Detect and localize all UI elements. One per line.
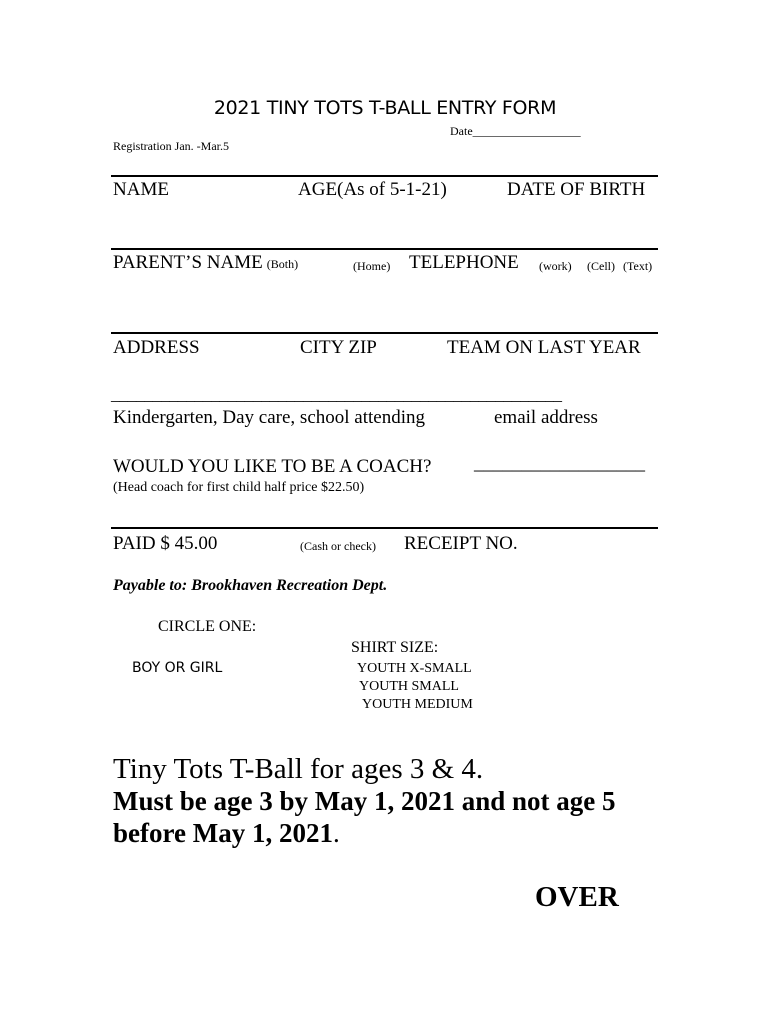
parent-row bbox=[113, 252, 298, 274]
circle-one-label: CIRCLE ONE: bbox=[158, 618, 257, 635]
coach-note: (Head coach for first child half price $22.50) bbox=[113, 480, 365, 495]
email-label: email address bbox=[494, 407, 598, 428]
payable-to: Payable to: Brookhaven Recreation Dept. bbox=[113, 577, 388, 594]
name-label: NAME bbox=[113, 179, 169, 200]
team-label: TEAM ON LAST YEAR bbox=[447, 337, 641, 358]
over-label: OVER bbox=[535, 881, 619, 913]
date-field[interactable]: Date__________________ bbox=[450, 124, 581, 138]
school-label: Kindergarten, Day care, school attending bbox=[113, 407, 425, 428]
age-info-line1: Tiny Tots T-Ball for ages 3 & 4. bbox=[113, 753, 484, 785]
age-info-line3-period: . bbox=[332, 818, 340, 848]
shirt-size-option[interactable]: YOUTH SMALL bbox=[359, 679, 459, 694]
divider-row3 bbox=[111, 332, 658, 334]
home-note: (Home) bbox=[353, 259, 391, 273]
registration-period: Registration Jan. -Mar.5 bbox=[113, 139, 229, 153]
age-info-line3-bold: before May 1, 2021 bbox=[113, 818, 333, 848]
dob-label: DATE OF BIRTH bbox=[507, 179, 646, 200]
both-note: (Both) bbox=[266, 257, 299, 271]
work-note: (work) bbox=[539, 259, 572, 273]
shirt-size-option[interactable]: YOUTH X-SMALL bbox=[357, 661, 472, 676]
school-underline[interactable]: ______________________________________________________ bbox=[111, 385, 562, 404]
parent-name-label: PARENT’S NAME bbox=[113, 252, 263, 273]
receipt-label: RECEIPT NO. bbox=[404, 533, 518, 554]
divider-row1 bbox=[111, 175, 658, 177]
age-info-line3 bbox=[113, 818, 340, 849]
gender-options[interactable]: BOY OR GIRL bbox=[132, 660, 223, 676]
age-info-line2: Must be age 3 by May 1, 2021 and not age 5 bbox=[113, 786, 616, 816]
coach-answer-blank[interactable]: __________________ bbox=[474, 453, 645, 474]
age-label: AGE(As of 5-1-21) bbox=[298, 179, 447, 200]
address-label: ADDRESS bbox=[113, 337, 200, 358]
telephone-label: TELEPHONE bbox=[409, 252, 519, 273]
text-note: (Text) bbox=[623, 259, 653, 273]
city-zip-label: CITY ZIP bbox=[300, 337, 377, 358]
shirt-size-option[interactable]: YOUTH MEDIUM bbox=[362, 697, 473, 712]
divider-row2 bbox=[111, 248, 658, 250]
shirt-size-label: SHIRT SIZE: bbox=[351, 639, 439, 656]
payment-method-note: (Cash or check) bbox=[300, 539, 376, 553]
form-title: 2021 TINY TOTS T-BALL ENTRY FORM bbox=[213, 97, 557, 119]
divider-payment bbox=[111, 527, 658, 529]
paid-amount: PAID $ 45.00 bbox=[113, 533, 218, 554]
cell-note: (Cell) bbox=[587, 259, 615, 273]
coach-question: WOULD YOU LIKE TO BE A COACH? bbox=[113, 456, 432, 477]
